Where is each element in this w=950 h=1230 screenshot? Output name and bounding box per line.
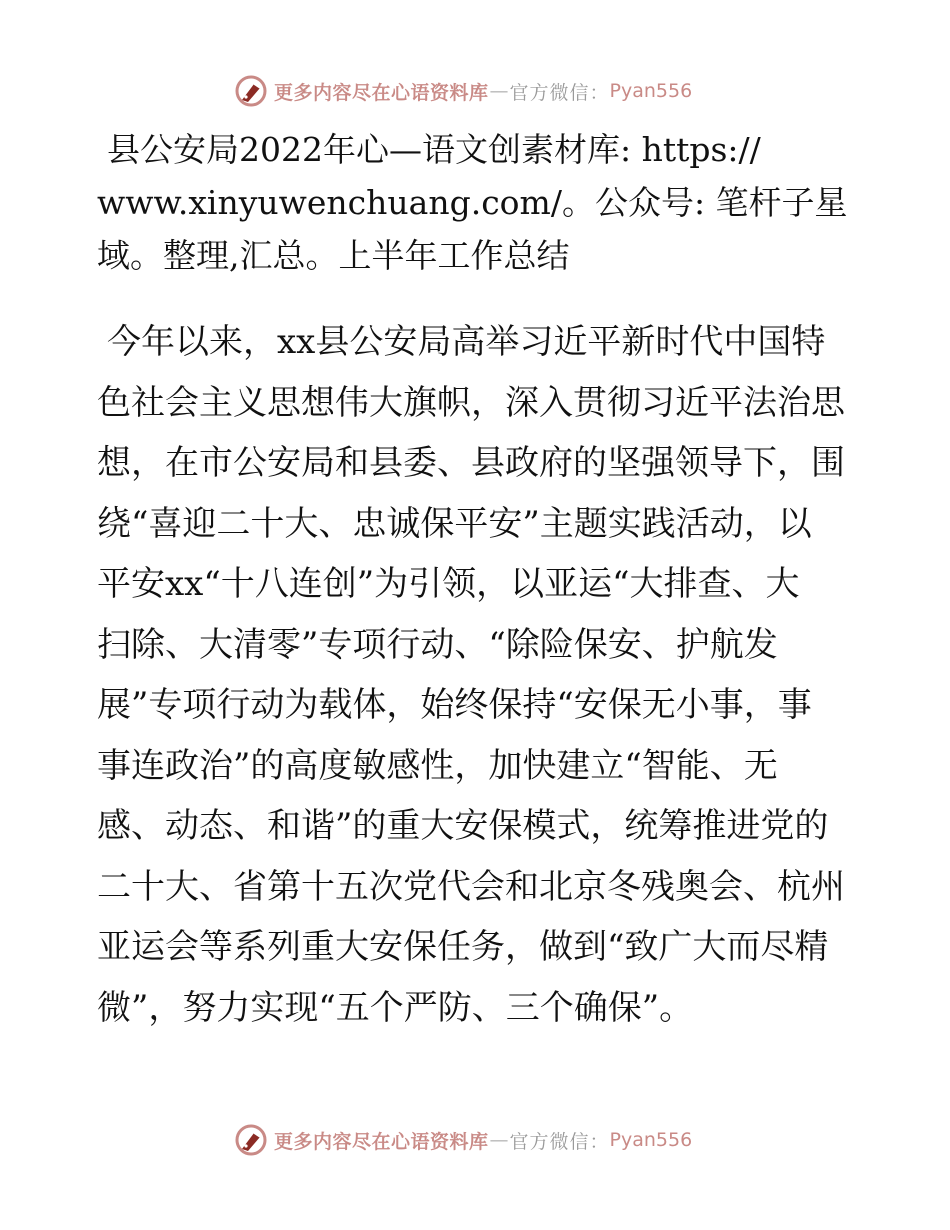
- banner-wechat-label: 官方微信：: [509, 81, 610, 104]
- body-line: 想，在市公安局和县委、县政府的坚强领导下，围: [97, 443, 845, 483]
- title-line: 县公安局2022年心—语文创素材库: https://: [107, 130, 761, 169]
- pen-nib-circle-icon: [234, 1123, 268, 1157]
- body-line: 二十大、省第十五次党代会和北京冬残奥会、杭州: [97, 866, 845, 907]
- header-banner: [234, 73, 692, 109]
- body-line: 扫除、大清零”专项行动、“除险保安、护航发: [97, 624, 778, 665]
- banner-text: 更多内容尽在心语资料库: [274, 1130, 489, 1153]
- banner-dash: —: [489, 80, 509, 102]
- body-line: 亚运会等系列重大安保任务，做到“致广大而尽精: [97, 927, 829, 967]
- document-body: [97, 312, 857, 1038]
- title-line: www.xinyuwenchuang.com/。公众号: 笔杆子星: [97, 183, 848, 222]
- body-line: 平安xx“十八连创”为引领，以亚运“大排查、大: [97, 564, 800, 604]
- document-title: [97, 123, 848, 282]
- body-line: 展”专项行动为载体，始终保持“安保无小事，事: [97, 685, 812, 725]
- body-line: 色社会主义思想伟大旗帜，深入贯彻习近平法治思: [97, 382, 845, 423]
- banner-wechat-label: 官方微信：: [509, 1130, 610, 1153]
- body-line: 微”，努力实现“五个严防、三个确保”。: [97, 987, 694, 1028]
- title-line: 域。整理,汇总。上半年工作总结: [97, 236, 570, 275]
- body-line: 今年以来，xx县公安局高举习近平新时代中国特: [107, 322, 826, 362]
- pen-nib-circle-icon: [234, 74, 268, 108]
- body-line: 事连政治”的高度敏感性，加快建立“智能、无: [97, 745, 778, 786]
- banner-dash: —: [489, 1129, 509, 1151]
- body-line: 绕“喜迎二十大、忠诚保平安”主题实践活动，以: [97, 503, 812, 544]
- banner-text: 更多内容尽在心语资料库: [274, 81, 489, 104]
- body-line: 感、动态、和谐”的重大安保模式，统筹推进党的: [97, 806, 829, 846]
- banner-wechat-id: Pyan556: [609, 1129, 693, 1151]
- banner-wechat-id: Pyan556: [609, 80, 693, 102]
- footer-banner: [234, 1122, 692, 1158]
